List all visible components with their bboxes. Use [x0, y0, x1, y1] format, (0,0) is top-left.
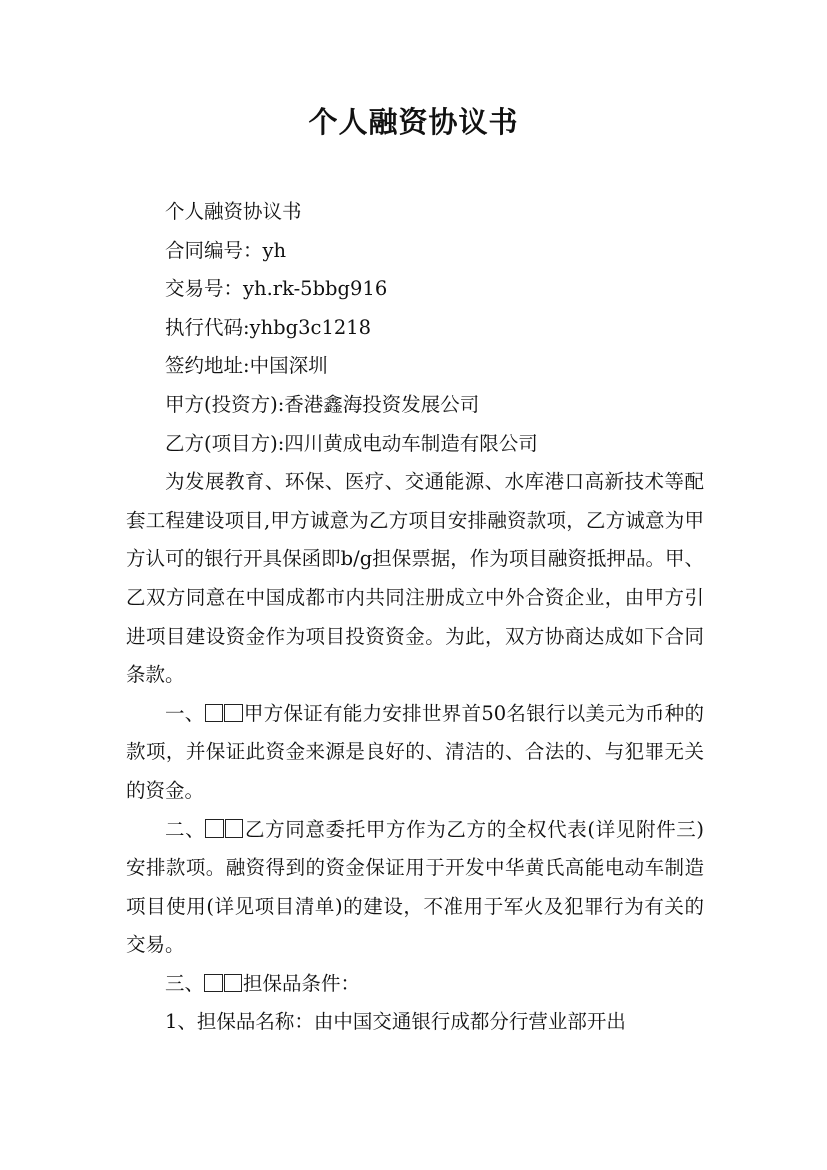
document-title: 个人融资协议书 — [308, 105, 519, 139]
empty-box-glyph — [224, 974, 243, 993]
clause-3-prefix: 三、 — [165, 971, 205, 995]
header-line-party-a: 甲方(投资方):香港鑫海投资发展公司 — [165, 392, 480, 416]
header-line-party-b: 乙方(项目方):四川黄成电动车制造有限公司 — [165, 431, 538, 455]
header-line-execution-code: 执行代码:yhbg3c1218 — [165, 315, 372, 339]
clause-2-text: 乙方同意委托甲方作为乙方的全权代表(详见附件三)安排款项。融资得到的资金保证用于开发中华黄氏高能电动车制造项目使用(详见项目清单)的建设，不准用于军火及犯罪行为有关的交易。 — [126, 817, 704, 957]
empty-box-glyph — [225, 819, 244, 838]
clause-1-text: 甲方保证有能力安排世界首50名银行以美元为币种的款项，并保证此资金来源是良好的、清洁的、合法的、与犯罪无关的资金。 — [126, 701, 704, 802]
clause-2 — [126, 811, 704, 965]
empty-box-glyph — [205, 704, 224, 723]
clause-1-prefix: 一、 — [165, 701, 205, 725]
clause-3-text: 担保品条件： — [243, 971, 361, 995]
item-1: 1、担保品名称：由中国交通银行成都分行营业部开出 — [165, 1010, 626, 1034]
empty-box-glyph — [204, 974, 223, 993]
header-line-signing-address: 签约地址:中国深圳 — [165, 354, 328, 378]
clause-3 — [126, 965, 704, 1004]
empty-box-glyph — [224, 704, 243, 723]
header-line-doc-name: 个人融资协议书 — [165, 200, 302, 223]
intro-paragraph: 为发展教育、环保、医疗、交通能源、水库港口高新技术等配套工程建设项目,甲方诚意为乙方项目安排融资款项，乙方诚意为甲方认可的银行开具保函即b/g担保票据，作为项目融资抵押品。甲、乙双方同意在中国成都市内共同注册成立中外合资企业，由甲方引进项目建设资金作为项目投资资金。为此，双方协商达成如下合同条款。 — [126, 470, 704, 687]
clause-1 — [126, 695, 704, 811]
clause-2-prefix: 二、 — [165, 817, 206, 841]
header-line-transaction-number: 交易号：yh.rk-5bbg916 — [165, 277, 388, 301]
header-line-contract-number: 合同编号：yh — [165, 238, 287, 262]
document-body — [126, 193, 704, 1042]
empty-box-glyph — [205, 819, 224, 838]
